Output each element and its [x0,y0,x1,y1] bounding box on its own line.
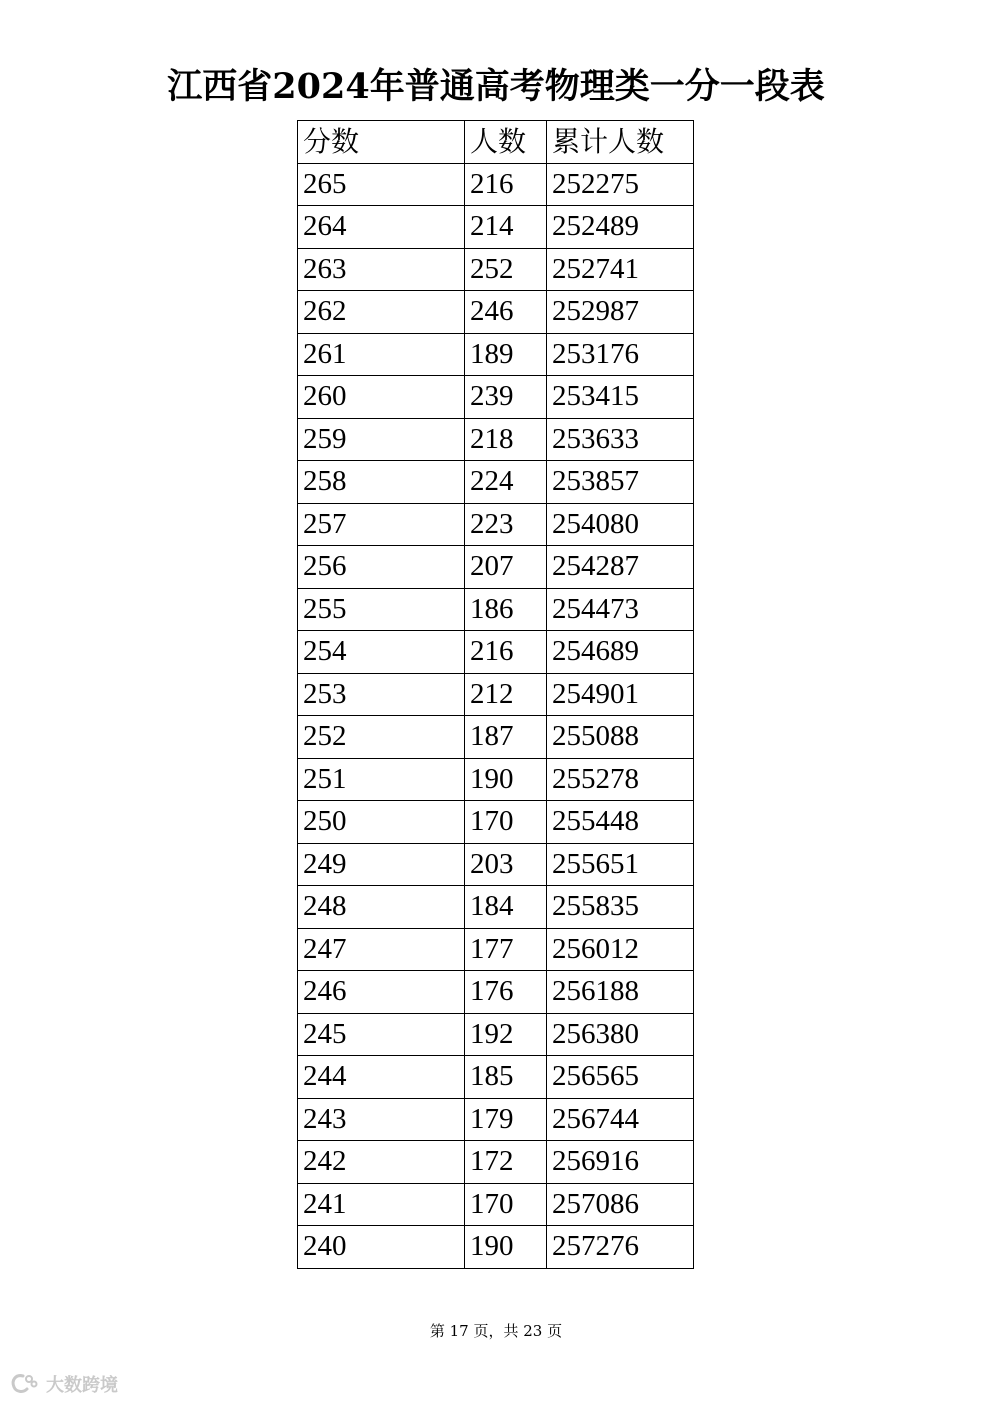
table-row [298,376,694,419]
table-row [298,758,694,801]
table-row [298,1013,694,1056]
cell-score: 242 [298,1141,465,1184]
cell-cumulative: 253633 [547,418,694,461]
table-row [298,1141,694,1184]
cell-count: 224 [465,461,547,504]
cell-count: 218 [465,418,547,461]
table-row [298,503,694,546]
table-row [298,843,694,886]
table-row [298,546,694,589]
cell-score: 257 [298,503,465,546]
cell-score: 251 [298,758,465,801]
cell-score: 255 [298,588,465,631]
logo-icon [10,1372,40,1396]
cell-cumulative: 254689 [547,631,694,674]
cell-count: 176 [465,971,547,1014]
cell-score: 245 [298,1013,465,1056]
table-row [298,673,694,716]
cell-cumulative: 253857 [547,461,694,504]
cell-count: 216 [465,163,547,206]
cell-count: 190 [465,1226,547,1269]
watermark-text: 大数跨境 [46,1375,118,1396]
table-row [298,418,694,461]
table-row [298,928,694,971]
cell-cumulative: 256565 [547,1056,694,1099]
cell-cumulative: 252275 [547,163,694,206]
cell-cumulative: 253415 [547,376,694,419]
cell-score: 241 [298,1183,465,1226]
table-body [298,163,694,1268]
cell-score: 246 [298,971,465,1014]
cell-score: 262 [298,291,465,334]
cell-cumulative: 252987 [547,291,694,334]
table-row [298,163,694,206]
table-row [298,801,694,844]
cell-score: 248 [298,886,465,929]
cell-cumulative: 256380 [547,1013,694,1056]
cell-score: 259 [298,418,465,461]
cell-count: 179 [465,1098,547,1141]
cell-cumulative: 254080 [547,503,694,546]
cell-count: 186 [465,588,547,631]
score-distribution-table [297,120,694,1269]
cell-count: 170 [465,801,547,844]
cell-count: 192 [465,1013,547,1056]
table-header-row [298,121,694,164]
cell-cumulative: 256012 [547,928,694,971]
cell-score: 258 [298,461,465,504]
table-row [298,333,694,376]
cell-count: 214 [465,206,547,249]
cell-cumulative: 257086 [547,1183,694,1226]
table-row [298,206,694,249]
cell-count: 177 [465,928,547,971]
cell-cumulative: 252489 [547,206,694,249]
cell-cumulative: 255448 [547,801,694,844]
page-footer: 第 17 页，共 23 页 [429,1322,563,1340]
table-row [298,1183,694,1226]
table-row [298,461,694,504]
cell-count: 252 [465,248,547,291]
cell-count: 216 [465,631,547,674]
cell-cumulative: 254287 [547,546,694,589]
cell-cumulative: 256188 [547,971,694,1014]
table-row [298,1098,694,1141]
cell-score: 254 [298,631,465,674]
cell-score: 240 [298,1226,465,1269]
cell-score: 252 [298,716,465,759]
cell-count: 184 [465,886,547,929]
header-cumulative: 累计人数 [547,121,694,164]
cell-score: 253 [298,673,465,716]
header-count: 人数 [465,121,547,164]
cell-count: 223 [465,503,547,546]
cell-count: 246 [465,291,547,334]
table-row [298,1056,694,1099]
table-row [298,248,694,291]
cell-count: 187 [465,716,547,759]
cell-count: 207 [465,546,547,589]
cell-score: 264 [298,206,465,249]
cell-cumulative: 255088 [547,716,694,759]
cell-cumulative: 254473 [547,588,694,631]
cell-cumulative: 255278 [547,758,694,801]
cell-count: 239 [465,376,547,419]
cell-cumulative: 257276 [547,1226,694,1269]
table-row [298,588,694,631]
watermark [10,1370,118,1398]
cell-cumulative: 254901 [547,673,694,716]
cell-count: 190 [465,758,547,801]
table-row [298,716,694,759]
cell-count: 189 [465,333,547,376]
cell-score: 243 [298,1098,465,1141]
table-row [298,971,694,1014]
cell-cumulative: 256916 [547,1141,694,1184]
cell-score: 250 [298,801,465,844]
table-row [298,886,694,929]
table-row [298,631,694,674]
cell-score: 256 [298,546,465,589]
table-row [298,1226,694,1269]
cell-count: 185 [465,1056,547,1099]
cell-cumulative: 255651 [547,843,694,886]
cell-score: 263 [298,248,465,291]
cell-count: 212 [465,673,547,716]
cell-cumulative: 255835 [547,886,694,929]
cell-cumulative: 253176 [547,333,694,376]
cell-count: 170 [465,1183,547,1226]
cell-score: 247 [298,928,465,971]
cell-score: 249 [298,843,465,886]
table-row [298,291,694,334]
cell-cumulative: 252741 [547,248,694,291]
cell-score: 261 [298,333,465,376]
page-title: 江西省2024年普通高考物理类一分一段表 [167,66,825,107]
cell-score: 260 [298,376,465,419]
cell-cumulative: 256744 [547,1098,694,1141]
cell-count: 172 [465,1141,547,1184]
cell-count: 203 [465,843,547,886]
header-score: 分数 [298,121,465,164]
cell-score: 244 [298,1056,465,1099]
cell-score: 265 [298,163,465,206]
